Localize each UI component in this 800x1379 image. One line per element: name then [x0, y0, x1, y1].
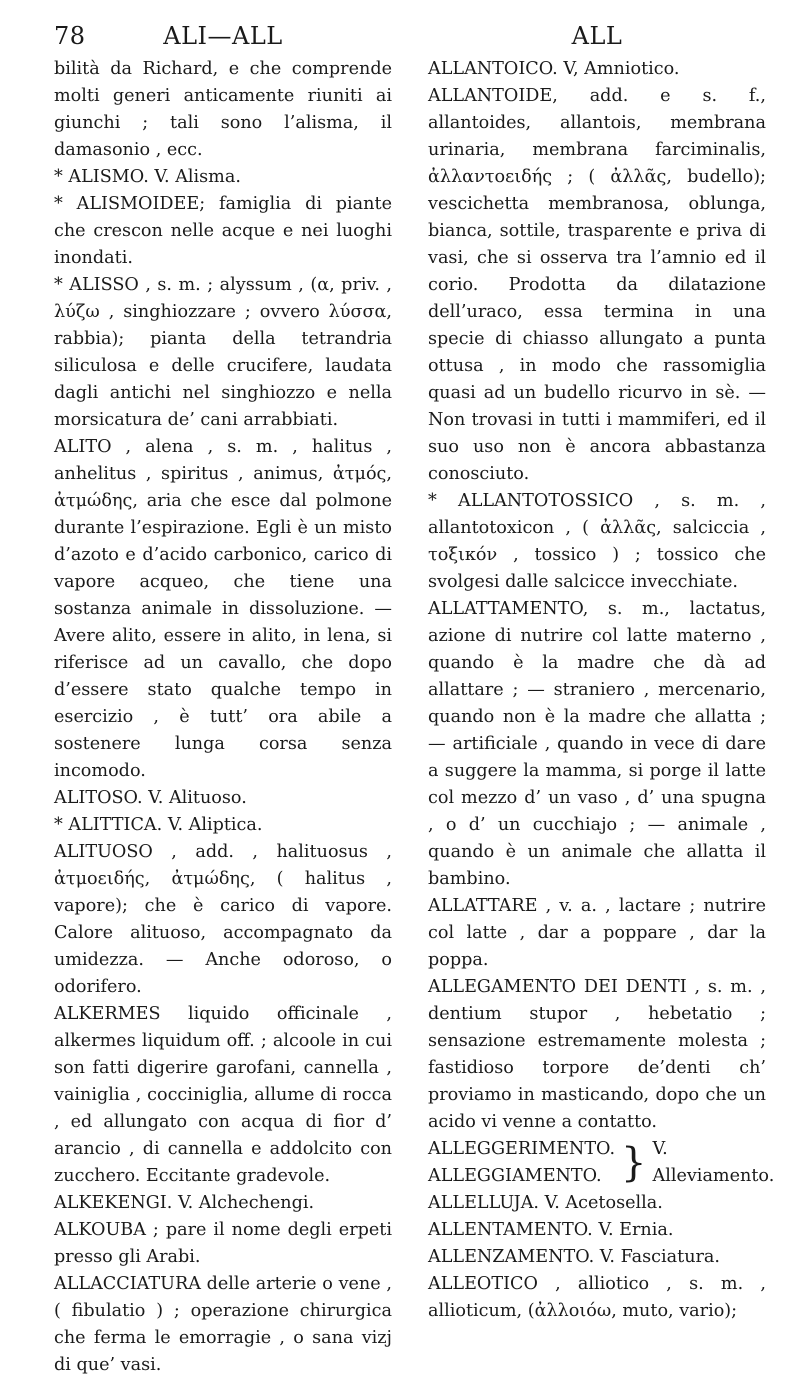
entry-alismoidee: * ALISMOIDEE; famiglia di piante che crescon nelle acque e nei luoghi inondati. — [54, 194, 392, 268]
entry-alisma-continued: bilità da Richard, e che comprende molti generi anticamente riuniti ai giunchi ; tali sono l’alisma, il damasonio , ecc. — [54, 59, 392, 160]
left-running-title: ALI—ALL — [163, 22, 283, 50]
entry-alleotico: ALLEOTICO , alliotico , s. m. , allioticum, (ἀλλοιόω, muto, vario); — [428, 1274, 766, 1321]
entry-alleggerimento: ALLEGGERIMENTO. — [428, 1139, 616, 1159]
entry-alismo: * ALISMO. V. Alisma. — [54, 167, 241, 187]
entry-alito: ALITO , alena , s. m. , halitus , anhelitus , spiritus , animus, ἀτμός, ἀτμώδης, aria che esce dal polmone durante l’espirazione. Egli è un misto d’azoto e d’acido carbonico, carico di vapore acqueo, che tiene una sostanza animale in dissoluzione. — Avere alito, essere in alito, in lena, si riferisce ad un cavallo, che dopo d’essere stato qualche tempo in esercizio , è tutt’ ora abile a sostenere lunga corsa senza incomodo. — [54, 437, 392, 781]
entry-alleviamento-ref: V. Alleviamento. — [652, 1139, 775, 1186]
left-column — [54, 56, 392, 1379]
entry-alleggerimento-group — [428, 1136, 775, 1190]
entry-allentamento: ALLENTAMENTO. V. Ernia. — [428, 1220, 674, 1240]
brace-glyph: } — [621, 1140, 647, 1186]
entry-alkekengi: ALKEKENGI. V. Alchechengi. — [54, 1193, 315, 1213]
entry-allattamento: ALLATTAMENTO, s. m., lactatus, azione di nutrire col latte materno , quando è la madre che dà ad allattare ; — straniero , mercenario, quando non è la madre che allatta ; — artificiale , quando in vece di dare a suggere la mamma, si porge il latte col mezzo d’ un vaso , d’ una spugna , o d’ un cucchiajo ; — animale , quando è un animale che allatta il bambino. — [428, 599, 766, 889]
page-number: 78 — [54, 22, 86, 50]
entry-alleggiamento: ALLEGGIAMENTO. — [428, 1166, 602, 1186]
entry-allegamento-dei-denti: ALLEGAMENTO DEI DENTI , s. m. , dentium stupor , hebetatio ; sensazione estremamente molesta ; fastidioso torpore de’denti ch’ proviamo in masticando, dopo che un acido vi venne a contatto. — [428, 977, 766, 1132]
running-header — [54, 22, 766, 52]
entry-alittica: * ALITTICA. V. Aliptica. — [54, 815, 263, 835]
entry-alituoso: ALITUOSO , add. , halituosus , ἀτμοειδής, ἀτμώδης, ( halitus , vapore); che è carico di vapore. Calore alituoso, accompagnato da umidezza. — Anche odoroso, o odorifero. — [54, 842, 392, 997]
entry-allelluja: ALLELLUJA. V. Acetosella. — [428, 1193, 663, 1213]
entry-allantoide: ALLANTOIDE, add. e s. f., allantoides, allantois, membrana urinaria, membrana farciminalis, ἀλλαντοειδής ; ( ἀλλᾶς, budello); vescichetta membranosa, oblunga, bianca, sottile, trasparente e priva di vasi, che si osserva tra l’amnio ed il corio. Prodotta da dilatazione dell’uraco, essa termina in una specie di chiasso allungato a punta ottusa , in modo che rassomiglia quasi ad un budello ricurvo in sè. — Non trovasi in tutti i mammiferi, ed il suo uso non è ancora abbastanza conosciuto. — [428, 86, 766, 484]
entry-alitoso: ALITOSO. V. Alituoso. — [54, 788, 247, 808]
entry-allenzamento: ALLENZAMENTO. V. Fasciatura. — [428, 1247, 721, 1267]
entry-allattare: ALLATTARE , v. a. , lactare ; nutrire col latte , dar a poppare , dar la poppa. — [428, 896, 766, 970]
entry-alkouba: ALKOUBA ; pare il nome degli erpeti presso gli Arabi. — [54, 1220, 392, 1267]
entry-allantotossico: * ALLANTOTOSSICO , s. m. , allantotoxicon , ( ἀλλᾶς, salciccia , τοξικόν , tossico ) ; tossico che svolgesi dalle salcicce invecchiate. — [428, 491, 766, 592]
right-running-title: ALL — [571, 22, 623, 50]
entry-allantoico: ALLANTOICO. V, Amniotico. — [428, 59, 680, 79]
entry-allacciatura: ALLACCIATURA delle arterie o vene , ( fibulatio ) ; operazione chirurgica che ferma le emorragie , o sana vizj di que’ vasi. — [54, 1274, 392, 1375]
entry-alkermes: ALKERMES liquido officinale , alkermes liquidum off. ; alcoole in cui son fatti digerire garofani, cannella , vainiglia , cocciniglia, allume di rocca , ed allungato con acqua di fior d’ arancio , di cannella e addolcito con zucchero. Eccitante gradevole. — [54, 1004, 392, 1186]
entry-alisso: * ALISSO , s. m. ; alyssum , (α, priv. , λύζω , singhiozzare ; ovvero λύσσα, rabbia); pianta della tetrandria siliculosa e delle crucifere, laudata dagli antichi nel singhiozzo e nella morsicatura de’ cani arrabbiati. — [54, 275, 392, 430]
right-column — [428, 56, 775, 1379]
